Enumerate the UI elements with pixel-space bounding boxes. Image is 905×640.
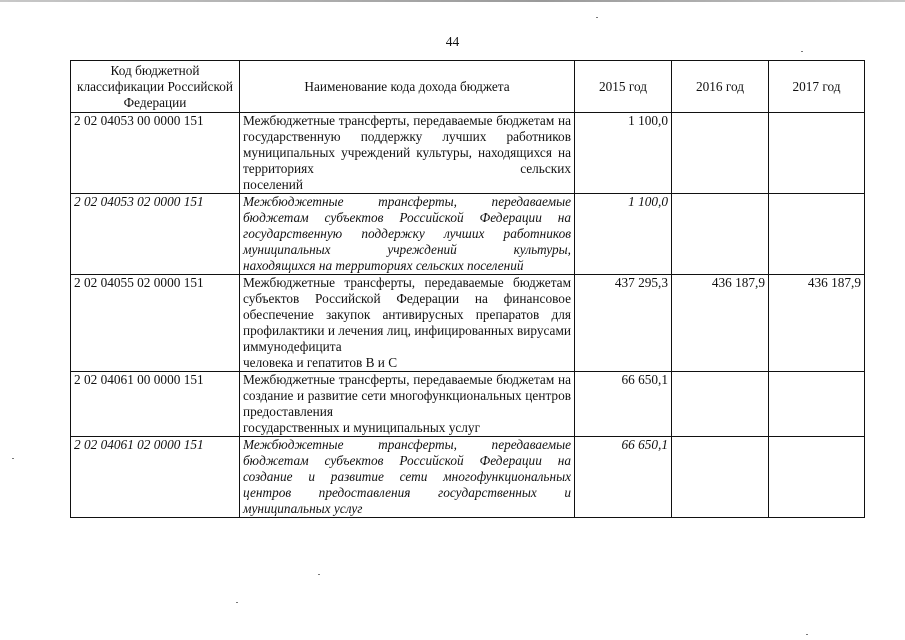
row-name-text: Межбюджетные трансферты, передаваемые бюджетам на государственную поддержку лучших работников муниципальных учреждений культуры, находящихся на территориях сельских (243, 113, 571, 176)
row-value-2016 (672, 372, 769, 437)
row-name (240, 437, 575, 518)
row-name-text: Межбюджетные трансферты, передаваемые бюджетам на создание и развитие сети многофункциональных центров предоставления (243, 372, 571, 419)
row-name (240, 275, 575, 372)
scan-speck (236, 602, 238, 603)
page-number: 44 (445, 34, 460, 49)
row-value-2016 (672, 194, 769, 275)
header-2015: 2015 год (575, 61, 672, 113)
row-name-last-line: поселений (243, 177, 303, 192)
row-name-last-line: человека и гепатитов В и С (243, 355, 398, 370)
header-name: Наименование кода дохода бюджета (240, 61, 575, 113)
row-value-2015: 66 650,1 (575, 437, 672, 518)
row-name-text: Межбюджетные трансферты, передаваемые бюджетам субъектов Российской Федерации на финансовое обеспечение закупок антивирусных препаратов для профилактики и лечения лиц, инфицированных вирусами иммунодефицита (243, 275, 571, 354)
scan-speck (596, 17, 598, 18)
header-2017: 2017 год (769, 61, 865, 113)
row-name-last-line: муниципальных услуг (243, 501, 363, 516)
row-code: 2 02 04053 00 0000 151 (71, 113, 240, 194)
row-value-2017 (769, 113, 865, 194)
header-2016: 2016 год (672, 61, 769, 113)
row-value-2016: 436 187,9 (672, 275, 769, 372)
row-name-text: Межбюджетные трансферты, передаваемые бюджетам субъектов Российской Федерации на создание и развитие сети многофункциональных центров предоставления государственных и (243, 437, 571, 500)
row-code: 2 02 04055 02 0000 151 (71, 275, 240, 372)
row-name-last-line: находящихся на территориях сельских поселений (243, 258, 524, 273)
row-value-2016 (672, 113, 769, 194)
row-value-2017 (769, 372, 865, 437)
row-value-2017 (769, 437, 865, 518)
row-value-2015: 66 650,1 (575, 372, 672, 437)
row-value-2017: 436 187,9 (769, 275, 865, 372)
row-name-text: Межбюджетные трансферты, передаваемые бюджетам субъектов Российской Федерации на государственную поддержку лучших работников муниципальных учреждений культуры, (243, 194, 571, 257)
row-name-last-line: государственных и муниципальных услуг (243, 420, 481, 435)
row-name (240, 194, 575, 275)
row-code: 2 02 04061 00 0000 151 (71, 372, 240, 437)
row-code: 2 02 04053 02 0000 151 (71, 194, 240, 275)
table-row (71, 437, 865, 518)
scan-speck (806, 634, 808, 635)
row-name (240, 113, 575, 194)
scan-speck (801, 51, 803, 52)
scan-speck (318, 574, 320, 575)
table-row (71, 275, 865, 372)
scan-top-edge (0, 0, 905, 2)
row-code: 2 02 04061 02 0000 151 (71, 437, 240, 518)
row-value-2015: 1 100,0 (575, 113, 672, 194)
header-code: Код бюджетной классификации Российской Федерации (71, 61, 240, 113)
table-row (71, 113, 865, 194)
table-row (71, 372, 865, 437)
budget-table (70, 60, 865, 518)
row-value-2015: 437 295,3 (575, 275, 672, 372)
row-name (240, 372, 575, 437)
row-value-2017 (769, 194, 865, 275)
row-value-2015: 1 100,0 (575, 194, 672, 275)
table-row (71, 194, 865, 275)
table-header-row (71, 61, 865, 113)
scan-speck (12, 458, 14, 459)
row-value-2016 (672, 437, 769, 518)
